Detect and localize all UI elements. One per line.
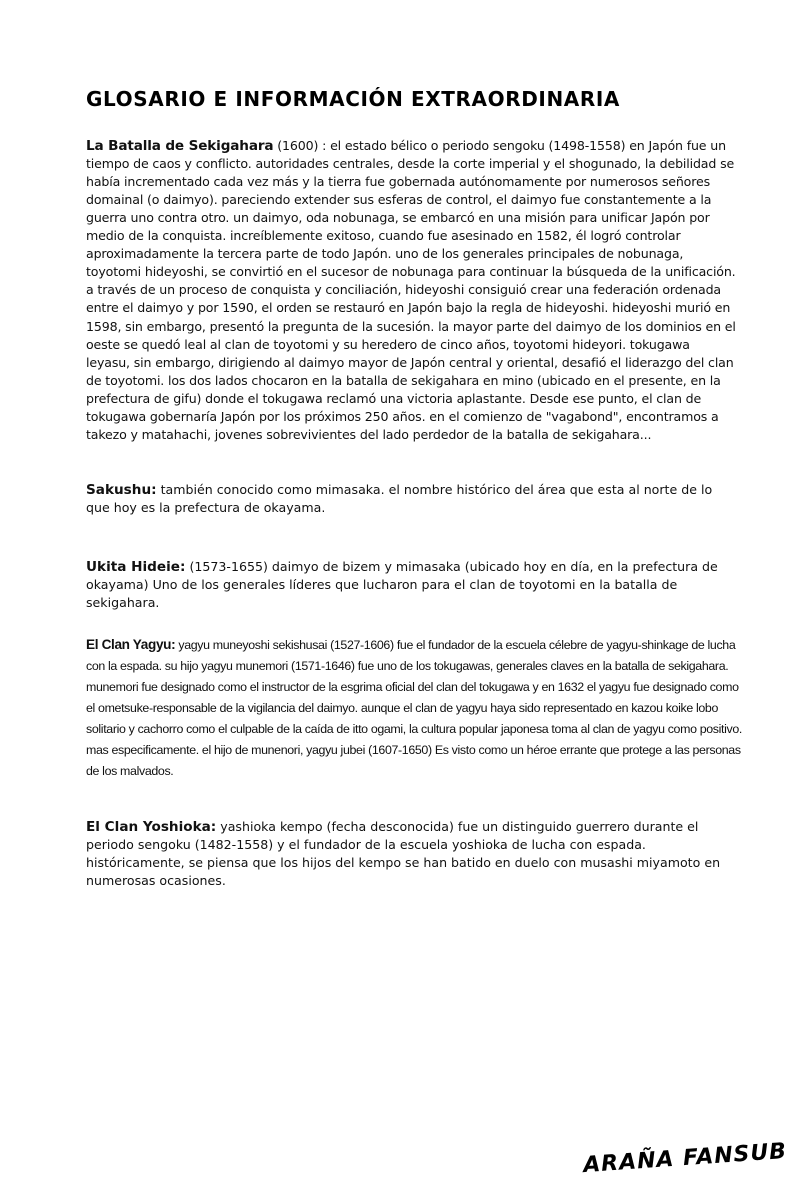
glossary-entry-ukita-hideie [86, 558, 736, 612]
glossary-definition: yashioka kempo (fecha desconocida) fue un distinguido guerrero durante el periodo sengoku (1482-1558) y el fundador de la escuela yoshioka de lucha con espada. históricamente, se piensa que los hijos del kempo se han batido en duelo con musashi miyamoto en numerosas ocasiones. [86, 818, 721, 888]
glossary-term: La Batalla de Sekigahara [86, 137, 274, 154]
fansub-logo: ARAÑA FANSUB [582, 1138, 788, 1179]
glossary-term: El Clan Yoshioka: [86, 818, 217, 835]
glossary-term: Ukita Hideie: [86, 558, 186, 575]
glossary-entry-clan-yoshioka [86, 818, 736, 890]
glossary-entry-sakushu [86, 481, 736, 517]
glossary-entry-sekigahara [86, 137, 736, 445]
glossary-term: Sakushu: [86, 481, 157, 498]
page-title: GLOSARIO E INFORMACIÓN EXTRAORDINARIA [86, 87, 620, 112]
glossary-term: El Clan Yagyu: [86, 637, 176, 653]
glossary-definition: (1573-1655) daimyo de bizem y mimasaka (ubicado hoy en día, en la prefectura de okayama) Uno de los generales líderes que lucharon para el clan de toyotomi en la batalla de sekigahara. [86, 558, 718, 610]
glossary-definition: también conocido como mimasaka. el nombre histórico del área que esta al norte de lo que hoy es la prefectura de okayama. [86, 481, 713, 515]
glossary-definition: (1600) : el estado bélico o periodo sengoku (1498-1558) en Japón fue un tiempo de caos y conflicto. autoridades centrales, desde la corte imperial y el shogunado, la debilidad se había incrementado cada vez más y la tierra fue gobernada autónomamente por numerosos señores domainal (o daimyo). pareciendo extender sus esferas de control, el daimyo fue constantemente a la guerra uno contra otro. un daimyo, oda nobunaga, se embarcó en una misión para unificar Japón por medio de la conquista. increíblemente exitoso, cuando fue asesinado en 1582, él logró controlar aproximadamente la tercera parte de todo Japón. uno de los generales principales de nobunaga, toyotomi hideyoshi, se convirtió en el sucesor de nobunaga para continuar la búsqueda de la unificación. a través de un proceso de conquista y conciliación, hideyoshi consiguió crear una federación ordenada entre el daimyo y por 1590, el orden se restauró en Japón bajo la regla de hideyoshi. hideyoshi murió en 1598, sin embargo, presentó la pregunta de la sucesión. la mayor parte del daimyo de los dominios en el oeste se quedó leal al clan de toyotomi y su heredero de cinco años, toyotomi hideyori. tokugawa leyasu, sin embargo, dirigiendo al daimyo mayor de Japón central y oriental, desafió el liderazgo del clan de toyotomi. los dos lados chocaron en la batalla de sekigahara en mino (ubicado en el presente, en la prefectura de gifu) donde el tokugawa reclamó una victoria aplastante. Desde ese punto, el clan de tokugawa gobernaría Japón por los próximos 250 años. en el comienzo de "vagabond", encontramos a takezo y matahachi, jovenes sobrevivientes del lado perdedor de la batalla de sekigahara... [86, 137, 736, 443]
glossary-definition: yagyu muneyoshi sekishusai (1527-1606) fue el fundador de la escuela célebre de yagyu-shinkage de lucha con la espada. su hijo yagyu munemori (1571-1646) fue uno de los tokugawas, generales claves en la batalla de sekigahara. munemori fue designado como el instructor de la esgrima oficial del clan del tokugawa y en 1632 el yagyu fue designado como el ometsuke-responsable de la vigilancia del daimyo. aunque el clan de yagyu haya sido representado en kazou koike lobo solitario y cachorro como el culpable de la caída de itto ogami, la cultura popular japonesa toma al clan de yagyu como positivo. mas especificamente. el hijo de munenori, yagyu jubei (1607-1650) Es visto como un héroe errante que protege a las personas de los malvados. [86, 638, 743, 779]
glossary-entry-clan-yagyu [86, 634, 746, 782]
